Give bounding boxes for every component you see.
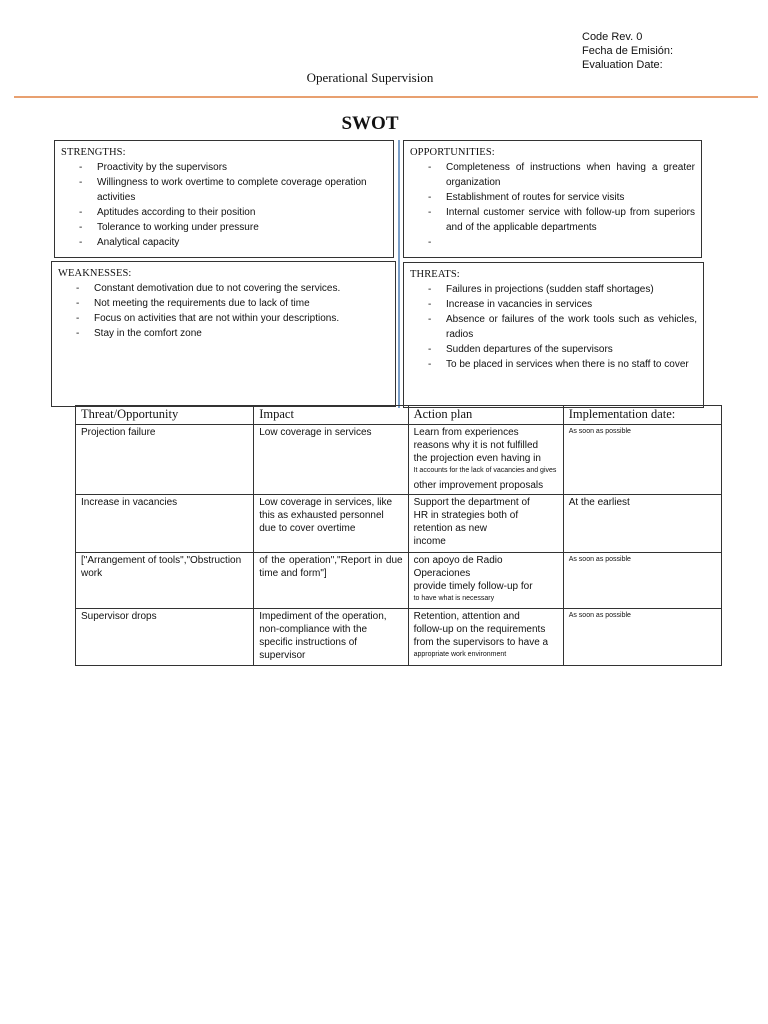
action-line: Retention, attention and (413, 611, 520, 622)
table-row (76, 609, 722, 666)
opportunities-list (410, 160, 695, 250)
header-divider (14, 96, 758, 98)
list-item: - Internal customer service with follow-up from superiors and of the applicable departments (410, 205, 695, 235)
action-line: con apoyo de Radio Operaciones (413, 555, 503, 579)
table-header-row (76, 406, 722, 425)
list-item: - Focus on activities that are not within your descriptions. (58, 311, 389, 326)
action-line: follow-up on the requirements (413, 624, 546, 635)
opportunities-box (403, 140, 702, 258)
cell-action-plan (408, 425, 563, 495)
action-line: from the supervisors to have a (413, 637, 549, 648)
document-meta (582, 30, 673, 72)
list-item: - Willingness to work overtime to complete coverage operation activities (61, 175, 387, 205)
date-text: As soon as possible (568, 428, 631, 435)
action-line: reasons why it is not fulfilled (413, 440, 539, 451)
threats-box (403, 262, 704, 408)
action-line: retention as new (413, 523, 487, 534)
action-line: income (413, 536, 446, 547)
action-line: Support the department of (413, 497, 530, 508)
list-item: - Stay in the comfort zone (58, 326, 389, 341)
list-item: - Establishment of routes for service visits (410, 190, 695, 205)
action-line-small: appropriate work environment (413, 651, 507, 658)
table-body (76, 425, 722, 666)
swot-title: SWOT (341, 113, 399, 134)
action-line: other improvement proposals (413, 480, 544, 491)
date-text: At the earliest (568, 497, 630, 508)
cell-threat: ["Arrangement of tools","Obstruction work (76, 553, 254, 609)
list-item: - Constant demotivation due to not covering the services. (58, 281, 389, 296)
date-text: As soon as possible (568, 556, 631, 563)
action-line: the projection even having in (413, 453, 541, 464)
list-item: - Absence or failures of the work tools such as vehicles, radios (410, 312, 697, 342)
list-item: - Sudden departures of the supervisors (410, 342, 697, 357)
action-line: Learn from experiences (413, 427, 519, 438)
cell-threat: Supervisor drops (76, 609, 254, 666)
list-item: - Completeness of instructions when having a greater organization (410, 160, 695, 190)
table-row (76, 425, 722, 495)
list-item (410, 235, 695, 250)
document-title: Operational Supervision (306, 70, 434, 85)
threats-list (410, 282, 697, 372)
list-item: - Failures in projections (sudden staff shortages) (410, 282, 697, 297)
cell-threat: Increase in vacancies (76, 495, 254, 553)
table-row (76, 553, 722, 609)
column-header-impact: Impact (254, 406, 408, 425)
threats-heading: THREATS: (410, 269, 460, 280)
cell-threat: Projection failure (76, 425, 254, 495)
list-item: - Aptitudes according to their position (61, 205, 387, 220)
weaknesses-heading: WEAKNESSES: (58, 268, 132, 279)
action-plan-table (75, 405, 722, 666)
list-item: - Analytical capacity (61, 235, 387, 250)
cell-implementation-date (563, 609, 721, 666)
list-item: - To be placed in services when there is no staff to cover (410, 357, 697, 372)
cell-action-plan (408, 495, 563, 553)
weaknesses-box (51, 261, 396, 407)
issue-date-label: Fecha de Emisión: (582, 45, 674, 57)
strengths-list (61, 160, 387, 250)
strengths-box (54, 140, 394, 258)
cell-implementation-date (563, 553, 721, 609)
column-header-implementation-date: Implementation date: (563, 406, 721, 425)
action-line: provide timely follow-up for (413, 581, 533, 592)
cell-action-plan (408, 553, 563, 609)
cell-impact: Low coverage in services, like this as exhausted personnel due to cover overtime (254, 495, 408, 553)
strengths-heading: STRENGTHS: (61, 147, 126, 158)
date-text: As soon as possible (568, 612, 631, 619)
action-line: HR in strategies both of (413, 510, 519, 521)
weaknesses-list (58, 281, 389, 341)
cell-implementation-date (563, 495, 721, 553)
cell-implementation-date (563, 425, 721, 495)
column-header-threat: Threat/Opportunity (76, 406, 254, 425)
evaluation-date-label: Evaluation Date: (582, 59, 663, 71)
list-item: - Increase in vacancies in services (410, 297, 697, 312)
code-revision: Code Rev. 0 (582, 31, 643, 43)
cell-impact: Low coverage in services (254, 425, 408, 495)
list-item: - Proactivity by the supervisors (61, 160, 387, 175)
list-item: - Not meeting the requirements due to lack of time (58, 296, 389, 311)
cell-impact: of the operation","Report in due time and form"] (254, 553, 408, 609)
opportunities-heading: OPPORTUNITIES: (410, 147, 495, 158)
cell-action-plan (408, 609, 563, 666)
cell-impact: Impediment of the operation, non-compliance with the specific instructions of supervisor (254, 609, 408, 666)
list-item: - Tolerance to working under pressure (61, 220, 387, 235)
action-line-small: to have what is necessary (413, 595, 495, 602)
table-row (76, 495, 722, 553)
action-line-small: It accounts for the lack of vacancies and gives (413, 467, 557, 474)
column-header-action-plan: Action plan (408, 406, 563, 425)
swot-center-divider (398, 140, 400, 408)
